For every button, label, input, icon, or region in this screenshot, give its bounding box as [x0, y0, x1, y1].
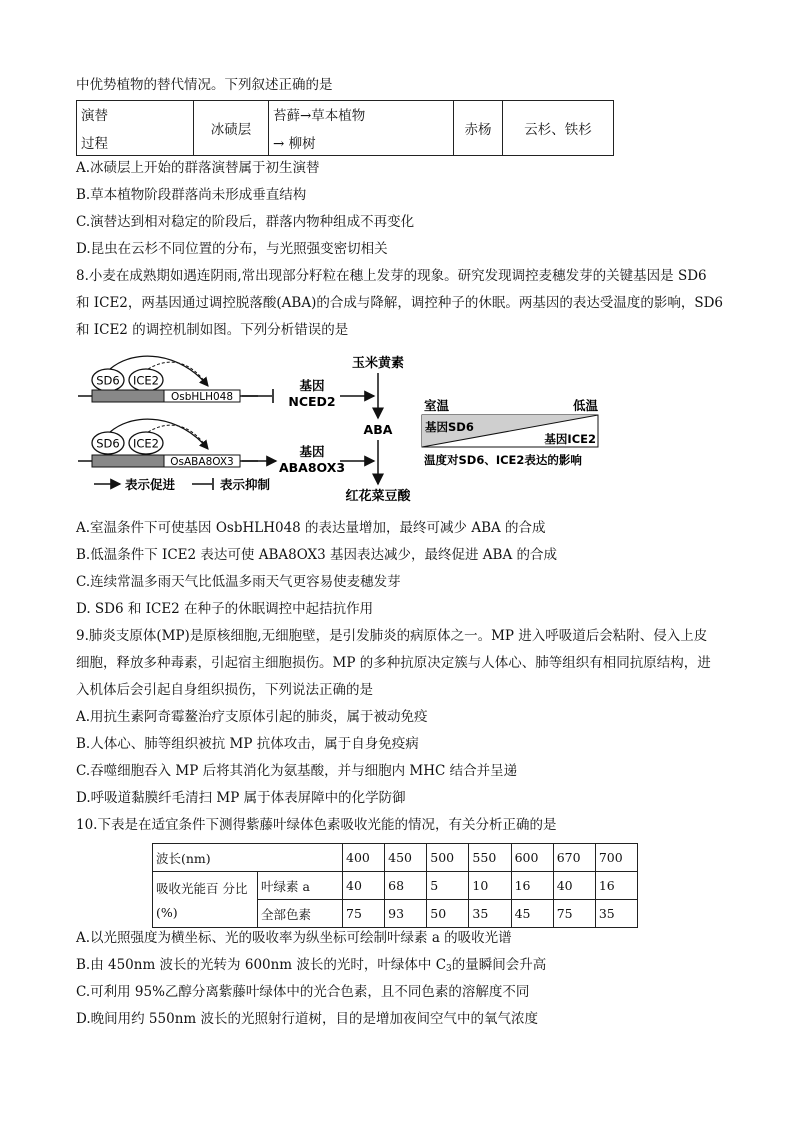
total-cell: 75 — [553, 900, 595, 928]
q9-option-b: B.人体心、肺等组织被抗 MP 抗体攻击，属于自身免疫病 — [76, 736, 419, 752]
question-7-stem-tail: 中优势植物的替代情况。下列叙述正确的是 — [76, 77, 333, 93]
chl-a-label: 叶绿素 a — [258, 872, 343, 900]
total-cell: 93 — [385, 900, 427, 928]
q9-stem-line-3: 入机体后会引起自身组织损伤，下列说法正确的是 — [76, 682, 373, 698]
sd6-label-lower: SD6 — [96, 436, 120, 451]
legend-inhibit-label: 表示抑制 — [220, 477, 271, 492]
q8-stem-line-2: 和 ICE2，两基因通过调控脱落酸(ABA)的合成与降解，调控种子的休眠。两基因的表达受温度的影响，SD6 — [76, 295, 724, 311]
total-cell: 45 — [511, 900, 553, 928]
temperature-effect-panel — [422, 398, 598, 467]
temperature-caption: 温度对SD6、ICE2表达的影响 — [424, 453, 582, 467]
chl-a-cell: 16 — [595, 872, 637, 900]
stage-spruce-hemlock: 云杉、铁杉 — [503, 101, 614, 156]
promoter-box-upper — [92, 390, 164, 402]
wavelength-cell: 550 — [469, 844, 511, 872]
q8-option-d: D. SD6 和 ICE2 在种子的休眠调控中起拮抗作用 — [76, 601, 374, 617]
gene-osaba8ox3-label: OsABA8OX3 — [170, 456, 234, 468]
chl-a-cell: 68 — [385, 872, 427, 900]
table-row — [153, 844, 638, 872]
succession-row-label: 演替 过程 — [77, 101, 194, 156]
wavelength-cell: 670 — [553, 844, 595, 872]
chl-a-cell: 10 — [469, 872, 511, 900]
q8-stem-line-1: 8.小麦在成熟期如遇连阴雨,常出现部分籽粒在穗上发芽的现象。研究发现调控麦穗发芽的关键基因是 SD6 — [76, 268, 707, 284]
total-cell: 35 — [595, 900, 637, 928]
ice2-label-lower: ICE2 — [132, 436, 160, 451]
stage-moss-grass-willow: 苔藓→草本植物 → 柳树 — [269, 101, 454, 156]
q7-option-b: B.草本植物阶段群落尚未形成垂直结构 — [76, 187, 307, 203]
upper-gene-construct — [78, 356, 374, 409]
lower-gene-construct — [78, 419, 374, 475]
wavelength-header: 波长(nm) — [153, 844, 343, 872]
wavelength-cell: 500 — [427, 844, 469, 872]
gene-nced2-label-2: NCED2 — [288, 394, 336, 409]
gene-aba8ox3-label-2: ABA8OX3 — [278, 460, 346, 475]
q7-option-d: D.昆虫在云杉不同位置的分布，与光照强变密切相关 — [76, 241, 388, 257]
q8-stem-line-3: 和 ICE2 的调控机制如图。下列分析错误的是 — [76, 322, 349, 338]
q10-option-b: B.由 450nm 波长的光转为 600nm 波长的光时，叶绿体中 $C_3$的量瞬间会升高 — [76, 957, 547, 974]
total-pigments-label: 全部色素 — [258, 900, 343, 928]
q8-option-a: A.室温条件下可使基因 OsbHLH048 的表达量增加，最终可减少 ABA 的合成 — [76, 520, 546, 536]
room-temp-label: 室温 — [424, 398, 450, 413]
q8-option-b: B.低温条件下 ICE2 表达可使 ABA8OX3 基因表达减少，最终促进 ABA 的合成 — [76, 547, 558, 563]
gene-aba8ox3-label-1: 基因 — [299, 444, 325, 459]
chl-a-cell: 16 — [511, 872, 553, 900]
wavelength-cell: 700 — [595, 844, 637, 872]
gene-nced2-label-1: 基因 — [299, 378, 325, 393]
chl-a-cell: 5 — [427, 872, 469, 900]
q9-option-d: D.呼吸道黏膜纤毛清扫 MP 属于体表屏障中的化学防御 — [76, 790, 406, 806]
aba-label: ABA — [363, 422, 393, 437]
q9-stem-line-1: 9.肺炎支原体(MP)是原核细胞,无细胞壁，是引发肺炎的病原体之一。MP 进入呼吸道后会粘附、侵入上皮 — [76, 628, 708, 644]
absorption-label-cell: 吸收光能百 分比 (%) — [153, 872, 258, 928]
q10-option-c: C.可利用 95%乙醇分离紫藤叶绿体中的光合色素，且不同色素的溶解度不同 — [76, 984, 530, 1000]
table-row — [153, 872, 638, 900]
chl-a-cell: 40 — [343, 872, 385, 900]
wavelength-cell: 450 — [385, 844, 427, 872]
q7-option-a: A.冰碛层上开始的群落演替属于初生演替 — [76, 160, 320, 176]
zeaxanthin-label: 玉米黄素 — [351, 356, 405, 371]
ice2-label-upper: ICE2 — [132, 373, 160, 388]
chl-a-cell: 40 — [553, 872, 595, 900]
gene-osbhlh048-label: OsbHLH048 — [170, 391, 234, 403]
legend-promote-label: 表示促进 — [125, 477, 176, 492]
q9-option-c: C.吞噬细胞吞入 MP 后将其消化为氨基酸，并与细胞内 MHC 结合并呈递 — [76, 763, 518, 779]
q10-option-d: D.晚间用约 550nm 波长的光照射行道树，目的是增加夜间空气中的氧气浓度 — [76, 1011, 538, 1027]
q9-stem-line-2: 细胞，释放多种毒素，引起宿主细胞损伤。MP 的多种抗原决定簇与人体心、肺等组织有相同抗原结构，进 — [76, 655, 711, 671]
gene-sd6-label: 基因SD6 — [425, 420, 474, 434]
aba-pathway — [345, 355, 411, 504]
wavelength-cell: 600 — [511, 844, 553, 872]
total-cell: 75 — [343, 900, 385, 928]
total-cell: 50 — [427, 900, 469, 928]
q10-option-a: A.以光照强度为横坐标、光的吸收率为纵坐标可绘制叶绿素 a 的吸收光谱 — [76, 930, 512, 946]
q8-option-c: C.连续常温多雨天气比低温多雨天气更容易使麦穗发芽 — [76, 574, 401, 590]
q9-option-a: A.用抗生素阿奇霉鳌治疗支原体引起的肺炎，属于被动免疫 — [76, 709, 428, 725]
total-cell: 35 — [469, 900, 511, 928]
wavelength-cell: 400 — [343, 844, 385, 872]
stage-glacial-till: 冰碛层 — [194, 101, 269, 156]
q7-option-c: C.演替达到相对稳定的阶段后，群落内物种组成不再变化 — [76, 214, 415, 230]
sd6-label-upper: SD6 — [96, 373, 120, 388]
low-temp-label: 低温 — [572, 398, 598, 413]
absorption-table — [152, 843, 638, 928]
phaseic-acid-label: 红花菜豆酸 — [345, 489, 411, 504]
gene-ice2-label: 基因ICE2 — [544, 432, 596, 446]
stage-alder: 赤杨 — [454, 101, 503, 156]
promoter-box-lower — [92, 455, 164, 467]
diagram-legend — [94, 477, 271, 492]
q10-stem: 10.下表是在适宜条件下测得紫藤叶绿体色素吸收光能的情况，有关分析正确的是 — [76, 817, 557, 833]
